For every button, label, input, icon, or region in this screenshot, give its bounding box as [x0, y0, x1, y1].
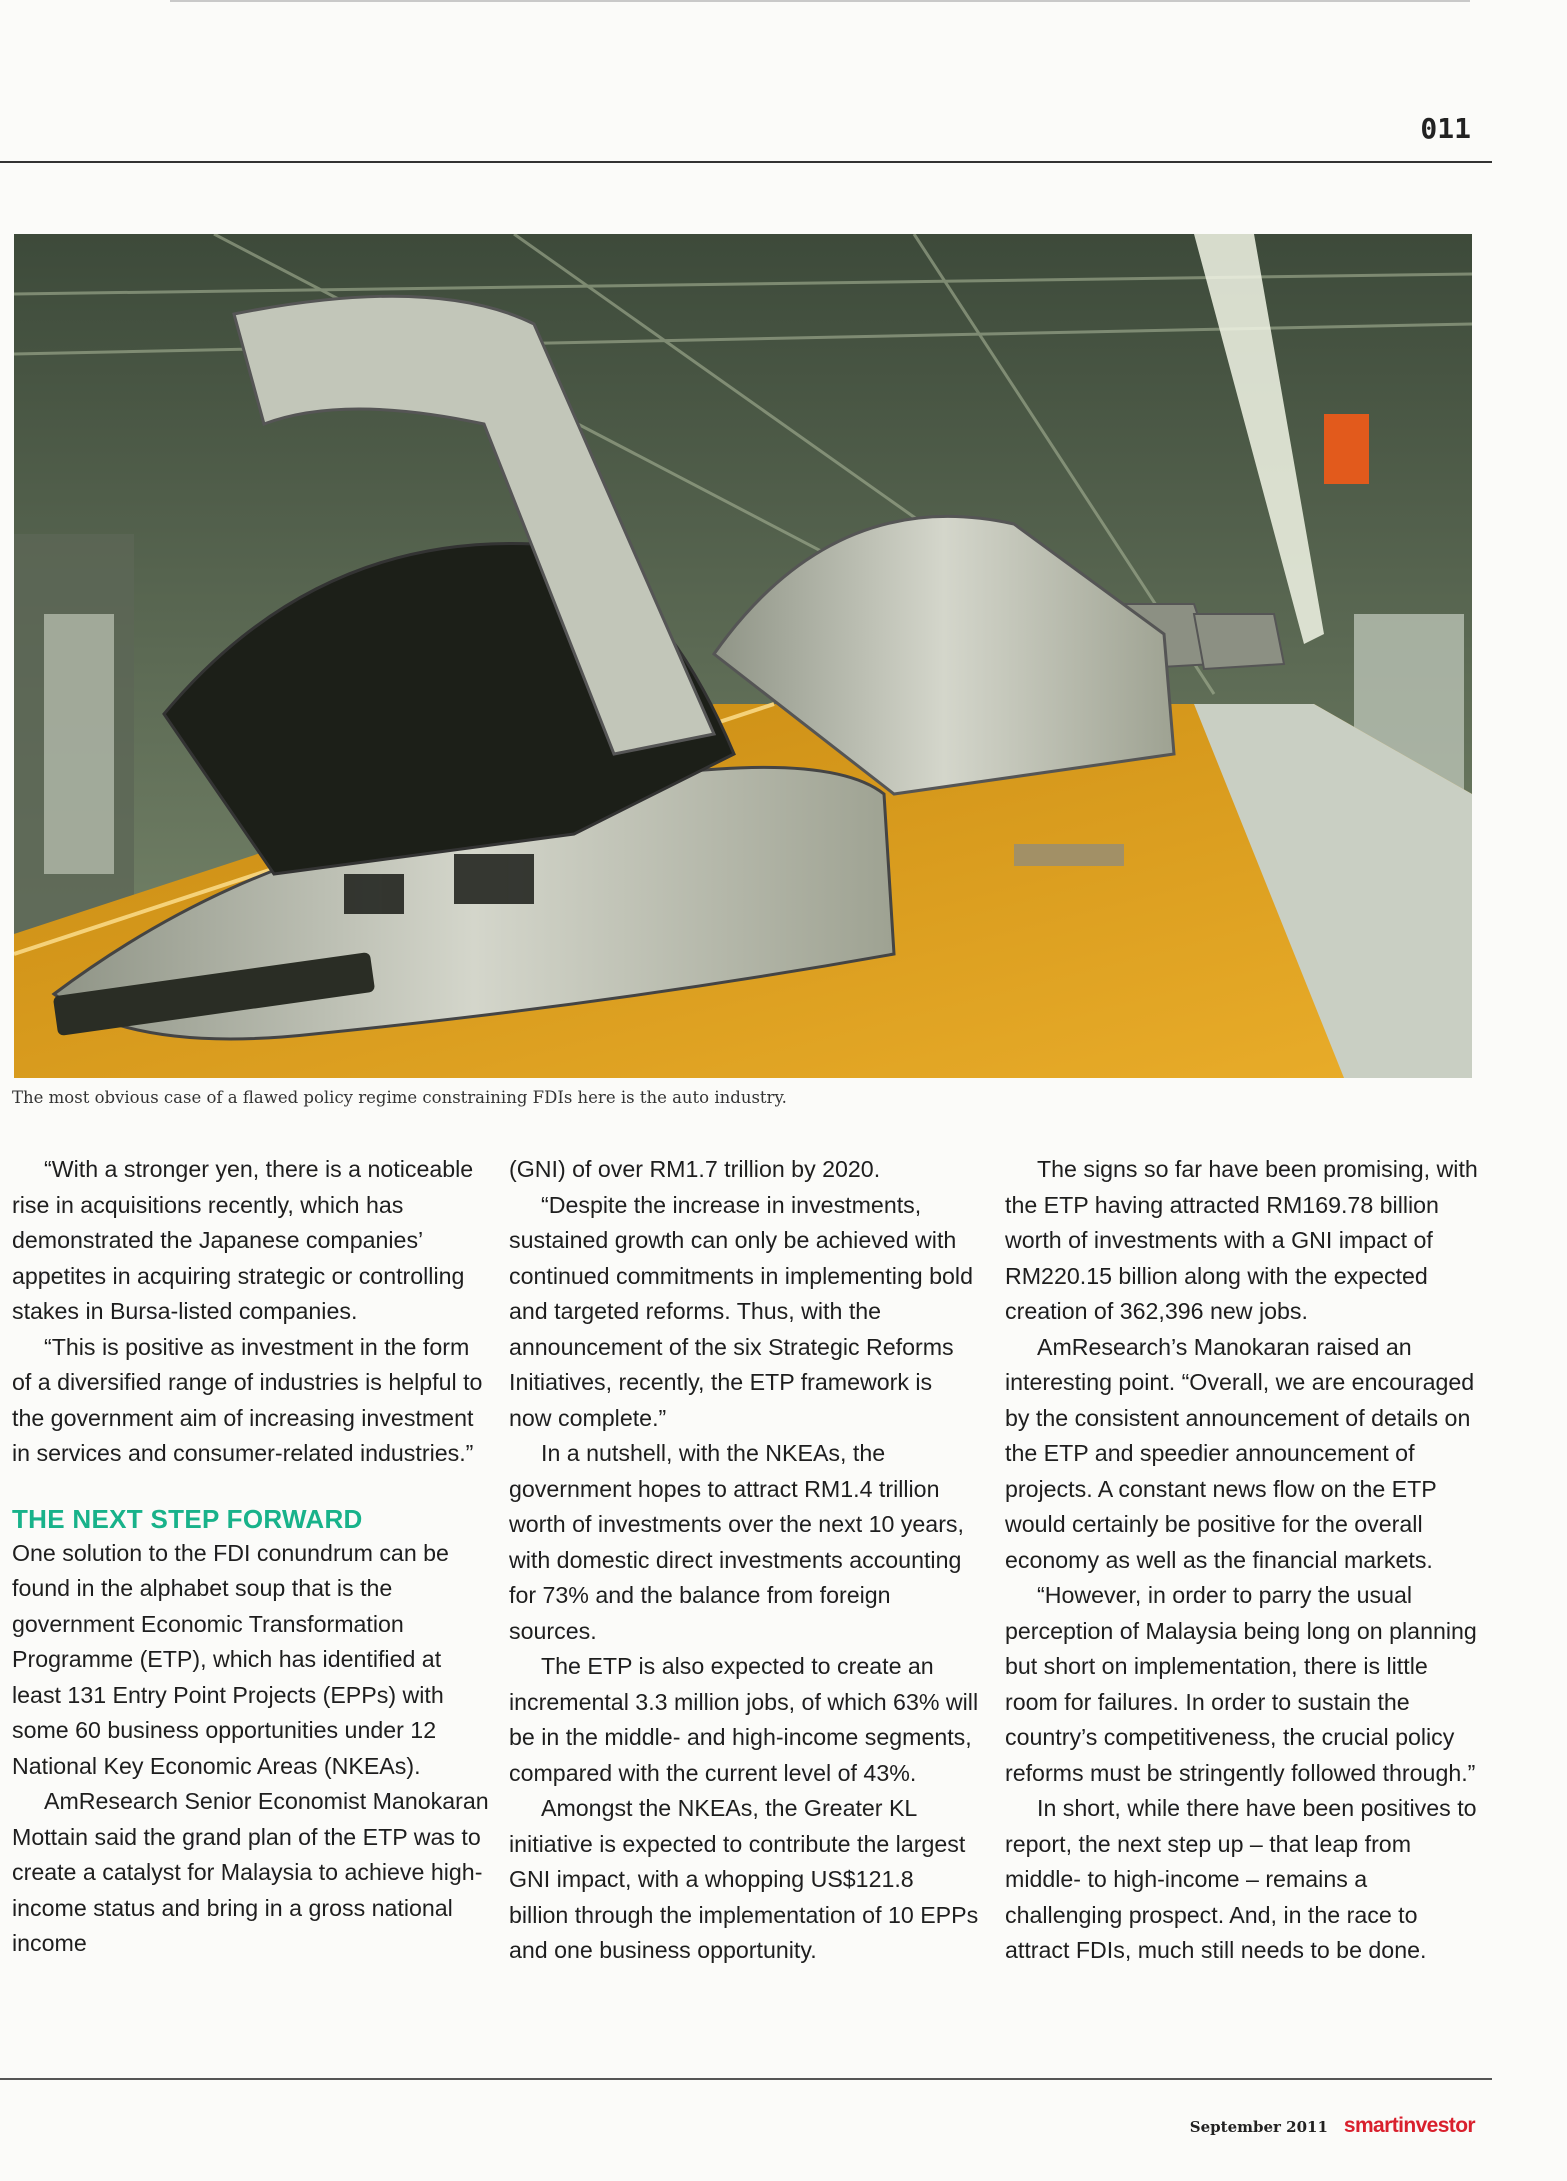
paragraph: In short, while there have been positives to report, the next step up – that leap from middle- to high-income – remains a challenging prospect. And, in the race to attract FDIs, much still needs to be done.	[1005, 1795, 1477, 1963]
page-number: 011	[1420, 112, 1471, 145]
photo-illustration	[14, 234, 1472, 1078]
paragraph: Amongst the NKEAs, the Greater KL initiative is expected to contribute the largest GNI impact, with a whopping US$121.8 billion through the implementation of 10 EPPs and one business opportunity.	[509, 1795, 979, 1963]
footer-rule	[0, 2078, 1492, 2080]
header-rule	[0, 161, 1492, 163]
paragraph: AmResearch Senior Economist Manokaran Mottain said the grand plan of the ETP was to create a catalyst for Malaysia to achieve high-income status and bring in a gross national income	[12, 1788, 489, 1956]
article-column-2	[509, 1152, 979, 1969]
top-edge-line	[170, 0, 1470, 2]
article-column-1	[12, 1152, 492, 1962]
paragraph: “This is positive as investment in the form of a diversified range of industries is helpful to the government aim of increasing investment in services and consumer-related industries.”	[12, 1333, 483, 1466]
paragraph: “However, in order to parry the usual perception of Malaysia being long on planning but short on implementation, there is little room for failures. In order to sustain the country’s competitiveness, the crucial policy reforms must be stringently followed through.”	[1005, 1582, 1477, 1786]
paragraph: In a nutshell, with the NKEAs, the government hopes to attract RM1.4 trillion worth of investments over the next 10 years, with domestic direct investments accounting for 73% and the balance from foreign sources.	[509, 1440, 964, 1644]
paragraph: The signs so far have been promising, with the ETP having attracted RM169.78 billion worth of investments with a GNI impact of RM220.15 billion along with the expected creation of 362,396 new jobs.	[1005, 1156, 1478, 1324]
paragraph: The ETP is also expected to create an incremental 3.3 million jobs, of which 63% will be in the middle- and high-income segments, compared with the current level of 43%.	[509, 1653, 979, 1786]
paragraph: AmResearch’s Manokaran raised an interesting point. “Overall, we are encouraged by the consistent announcement of details on the ETP and speedier announcement of projects. A constant news flow on the ETP would certainly be positive for the overall economy as well as the financial markets.	[1005, 1333, 1475, 1573]
paragraph: “Despite the increase in investments, sustained growth can only be achieved with continued commitments in implementing bold and targeted reforms. Thus, with the announcement of the six Strategic Reforms Initiatives, recently, the ETP framework is now complete.”	[509, 1191, 973, 1431]
paragraph: (GNI) of over RM1.7 trillion by 2020.	[509, 1156, 881, 1182]
magazine-logo: smartinvestor	[1343, 2114, 1475, 2137]
photo-caption: The most obvious case of a flawed policy regime constraining FDIs here is the auto industry.	[12, 1088, 787, 1107]
paragraph: “With a stronger yen, there is a noticeable rise in acquisitions recently, which has demonstrated the Japanese companies’ appetites in acquiring strategic or controlling stakes in Bursa-listed companies.	[12, 1156, 474, 1324]
article-column-3	[1005, 1152, 1480, 1969]
section-subheading: THE NEXT STEP FORWARD	[12, 1503, 363, 1534]
paragraph: One solution to the FDI conundrum can be found in the alphabet soup that is the government Economic Transformation Programme (ETP), which has identified at least 131 Entry Point Projects (EPPs) with some 60 business opportunities under 12 National Key Economic Areas (NKEAs).	[12, 1539, 449, 1779]
footer	[1190, 2114, 1475, 2138]
issue-date: September 2011	[1189, 2118, 1328, 2136]
car-assembly-line-photo	[14, 234, 1472, 1078]
